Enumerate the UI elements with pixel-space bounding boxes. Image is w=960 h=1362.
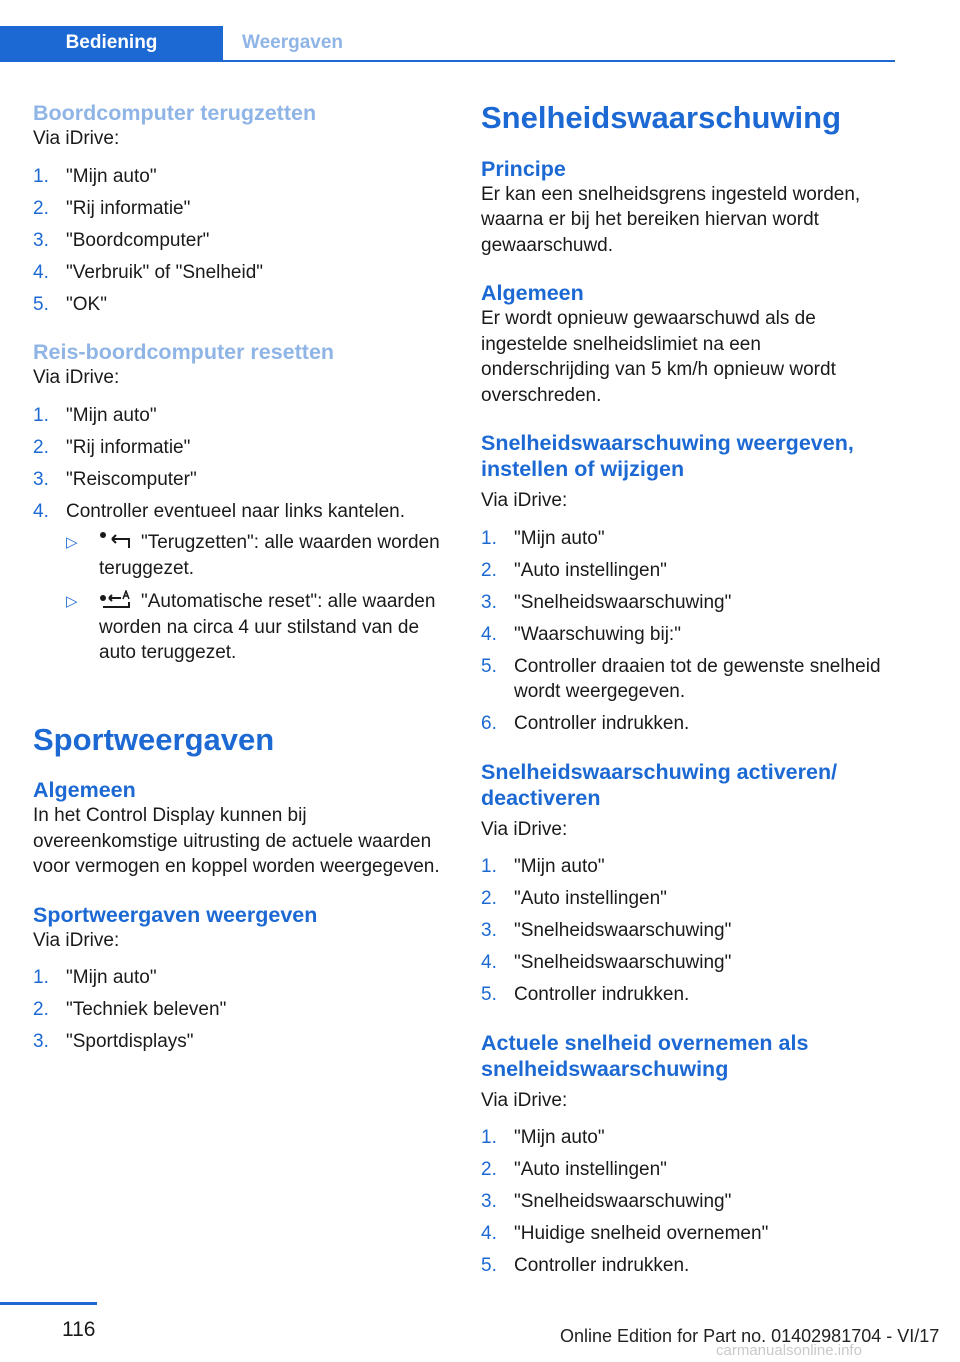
via-idrive-text: Via iDrive: xyxy=(481,1089,568,1111)
list-item: 4. "Verbruik" of "Snelheid" xyxy=(33,261,264,283)
sub-list-item xyxy=(66,530,448,581)
section-principe xyxy=(481,156,891,259)
list-item: 4. Controller eventueel naar links kantelen. ▷ "Terugzetten": alle waarden worden teruggezet. ▷ "Automatische reset": alle waarden worden na circa 4 uur stilstand van de auto teruggezet. xyxy=(33,499,448,674)
footer-divider xyxy=(0,1302,97,1305)
heading-sportweergaven: Sportweergaven xyxy=(33,721,275,757)
list-item: 1. "Mijn auto" xyxy=(33,165,157,187)
list-item: 4. "Huidige snelheid overnemen" xyxy=(481,1223,769,1245)
page-header xyxy=(0,0,895,62)
via-idrive-text: Via iDrive: xyxy=(481,818,568,840)
section-overnemen xyxy=(481,1030,891,1279)
list-item: 2. "Techniek beleven" xyxy=(33,999,227,1021)
via-idrive-text: Via iDrive: xyxy=(33,367,120,388)
paragraph-principe: Er kan een snelheidsgrens ingesteld worden, waarna er bij het bereiken hiervan wordt gewaarschuwd. xyxy=(481,183,861,256)
via-idrive-text: Via iDrive: xyxy=(481,490,568,512)
left-column xyxy=(33,100,448,1077)
list-item: 2. "Auto instellingen" xyxy=(481,1159,667,1181)
watermark: carmanualsonline.info xyxy=(716,1342,862,1359)
via-idrive-text: Via iDrive: xyxy=(33,929,120,951)
header-divider xyxy=(0,60,895,62)
steps-sport xyxy=(33,965,448,1055)
steps-boordcomputer xyxy=(33,164,448,318)
paragraph-algemeen: Er wordt opnieuw gewaarschuwd als de ingestelde snelheidslimiet na een onderschrijding van 5 km/h opnieuw wordt overschreden. xyxy=(481,308,836,406)
list-item: 4. "Snelheidswaarschuwing" xyxy=(481,952,732,974)
sub-list xyxy=(66,530,448,666)
page-number: 116 xyxy=(62,1318,96,1341)
steps-overnemen xyxy=(481,1125,891,1279)
section-algemeen xyxy=(481,280,891,408)
section-activeren xyxy=(481,759,891,1008)
heading-activeren: Snelheidswaarschuwing activeren/ deactiveren xyxy=(481,759,838,810)
list-item: 2. "Auto instellingen" xyxy=(481,888,667,910)
list-item: 5. Controller draaien tot de gewenste snelheid wordt weergegeven. xyxy=(481,655,881,703)
list-item: 4. "Waarschuwing bij:" xyxy=(481,623,681,645)
triangle-bullet-icon: ▷ xyxy=(66,593,78,610)
list-item: 1. "Mijn auto" xyxy=(481,527,605,549)
steps-reis xyxy=(33,403,448,674)
list-item: 1. "Mijn auto" xyxy=(481,856,605,878)
list-item: 3. "Snelheidswaarschuwing" xyxy=(481,1191,732,1213)
heading-principe: Principe xyxy=(481,156,566,181)
list-item: 6. Controller indrukken. xyxy=(481,713,690,735)
heading-boordcomputer: Boordcomputer terugzetten xyxy=(33,101,317,125)
heading-algemeen: Algemeen xyxy=(33,778,136,803)
steps-activeren xyxy=(481,854,891,1008)
list-item: 1. "Mijn auto" xyxy=(481,1127,605,1149)
triangle-bullet-icon: ▷ xyxy=(66,534,78,551)
list-item: 5. "OK" xyxy=(33,293,107,315)
list-item: 5. Controller indrukken. xyxy=(481,1255,690,1277)
via-idrive-text: Via iDrive: xyxy=(33,128,120,149)
sub-list-item xyxy=(66,589,448,666)
tab-bediening[interactable]: Bediening xyxy=(0,26,223,60)
section-sportweergaven xyxy=(33,722,448,880)
section-sportweergaven-weergeven xyxy=(33,902,448,1055)
heading-snelheidswaarschuwing: Snelheidswaarschuwing xyxy=(481,100,842,135)
section-boordcomputer xyxy=(33,100,448,317)
reset-arrow-icon xyxy=(99,531,133,551)
heading-sportweergaven-weergeven: Sportweergaven weergeven xyxy=(33,902,318,927)
list-item: 3. "Sportdisplays" xyxy=(33,1031,194,1053)
list-item: 2. "Rij informatie" xyxy=(33,197,191,219)
list-item: 1. "Mijn auto" xyxy=(33,967,157,989)
edition-text: Online Edition for Part no. 01402981704 - VI/17 xyxy=(560,1326,940,1346)
list-item: 1. "Mijn auto" xyxy=(33,404,157,426)
list-item: 3. "Reiscomputer" xyxy=(33,468,197,490)
paragraph-algemeen: In het Control Display kunnen bij overeenkomstige uitrusting de actuele waarden voor vermogen en koppel worden weergegeven. xyxy=(33,805,440,878)
section-weergeven xyxy=(481,430,891,737)
steps-weergeven xyxy=(481,526,891,737)
heading-algemeen: Algemeen xyxy=(481,281,584,306)
heading-reis-boordcomputer: Reis-boordcomputer resetten xyxy=(33,340,335,364)
sub-list-text: "Terugzetten": alle waarden worden teruggezet. xyxy=(99,532,440,579)
list-item: 5. Controller indrukken. xyxy=(481,984,690,1006)
list-item: 2. "Rij informatie" xyxy=(33,436,191,458)
right-column xyxy=(481,100,891,1301)
tab-weergaven[interactable]: Weergaven xyxy=(242,32,344,53)
sub-list-text: "Automatische reset": alle waarden worden na circa 4 uur stilstand van de auto teruggezet. xyxy=(99,591,436,663)
heading-overnemen: Actuele snelheid overnemen als snelheidswaarschuwing xyxy=(481,1030,809,1081)
auto-reset-icon xyxy=(99,590,133,610)
heading-weergeven: Snelheidswaarschuwing weergeven, instellen of wijzigen xyxy=(481,431,854,482)
list-item: 3. "Boordcomputer" xyxy=(33,229,210,251)
section-reis-boordcomputer xyxy=(33,339,448,674)
list-item: 2. "Auto instellingen" xyxy=(481,559,667,581)
list-item-text: Controller eventueel naar links kantelen. xyxy=(66,500,406,522)
list-item: 3. "Snelheidswaarschuwing" xyxy=(481,591,732,613)
list-item: 3. "Snelheidswaarschuwing" xyxy=(481,920,732,942)
